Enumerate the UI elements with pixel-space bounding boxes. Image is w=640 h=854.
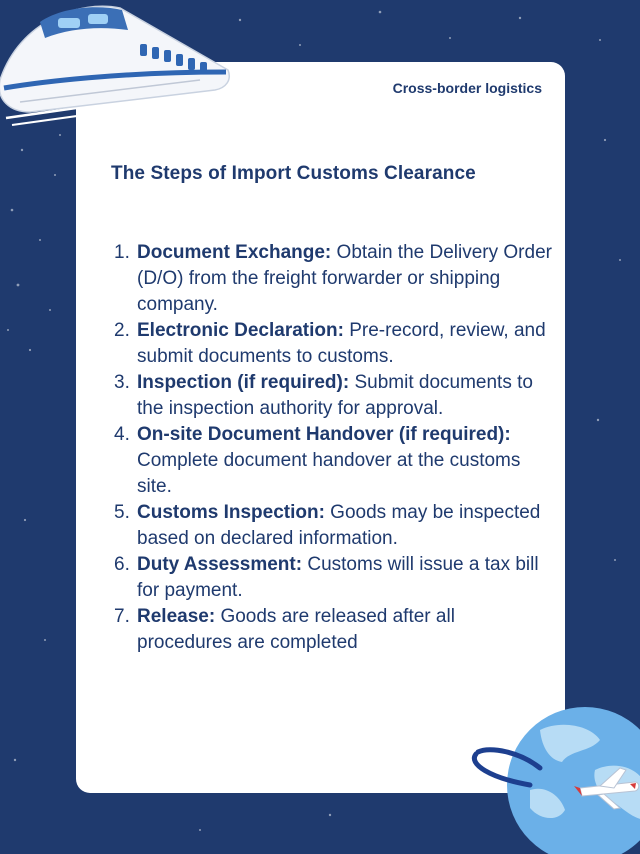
step-number: 1. <box>114 242 130 263</box>
step-number: 3. <box>114 372 130 393</box>
step-heading: Electronic Declaration: <box>137 320 344 341</box>
step-text: Goods are released after all procedures are completed <box>137 606 455 653</box>
bullet-train-icon <box>0 0 240 135</box>
step-text: Customs will issue a tax bill for payment. <box>137 554 539 601</box>
step-number: 5. <box>114 502 130 523</box>
list-item <box>114 552 554 604</box>
step-heading: Document Exchange: <box>137 242 332 263</box>
step-heading: On-site Document Handover (if required): <box>137 424 511 445</box>
list-item <box>114 240 554 318</box>
brand-label: Cross-border logistics <box>392 80 542 96</box>
step-text: Pre-record, review, and submit documents to customs. <box>137 320 546 367</box>
globe-icon <box>470 690 640 854</box>
step-text: Complete document handover at the customs site. <box>137 450 521 497</box>
list-item <box>114 500 554 552</box>
list-item <box>114 604 554 656</box>
step-number: 7. <box>114 606 130 627</box>
step-heading: Customs Inspection: <box>137 502 325 523</box>
step-heading: Duty Assessment: <box>137 554 303 575</box>
steps-list <box>114 240 554 656</box>
step-number: 4. <box>114 424 130 445</box>
list-item <box>114 318 554 370</box>
step-text: Goods may be inspected based on declared information. <box>137 502 541 549</box>
step-heading: Inspection (if required): <box>137 372 350 393</box>
step-heading: Release: <box>137 606 216 627</box>
step-number: 2. <box>114 320 130 341</box>
page-title: The Steps of Import Customs Clearance <box>111 163 476 184</box>
list-item <box>114 370 554 422</box>
step-number: 6. <box>114 554 130 575</box>
step-text: Obtain the Delivery Order (D/O) from the freight forwarder or shipping company. <box>137 242 552 315</box>
list-item <box>114 422 554 500</box>
content-card <box>76 62 565 793</box>
step-text: Submit documents to the inspection authority for approval. <box>137 372 533 419</box>
